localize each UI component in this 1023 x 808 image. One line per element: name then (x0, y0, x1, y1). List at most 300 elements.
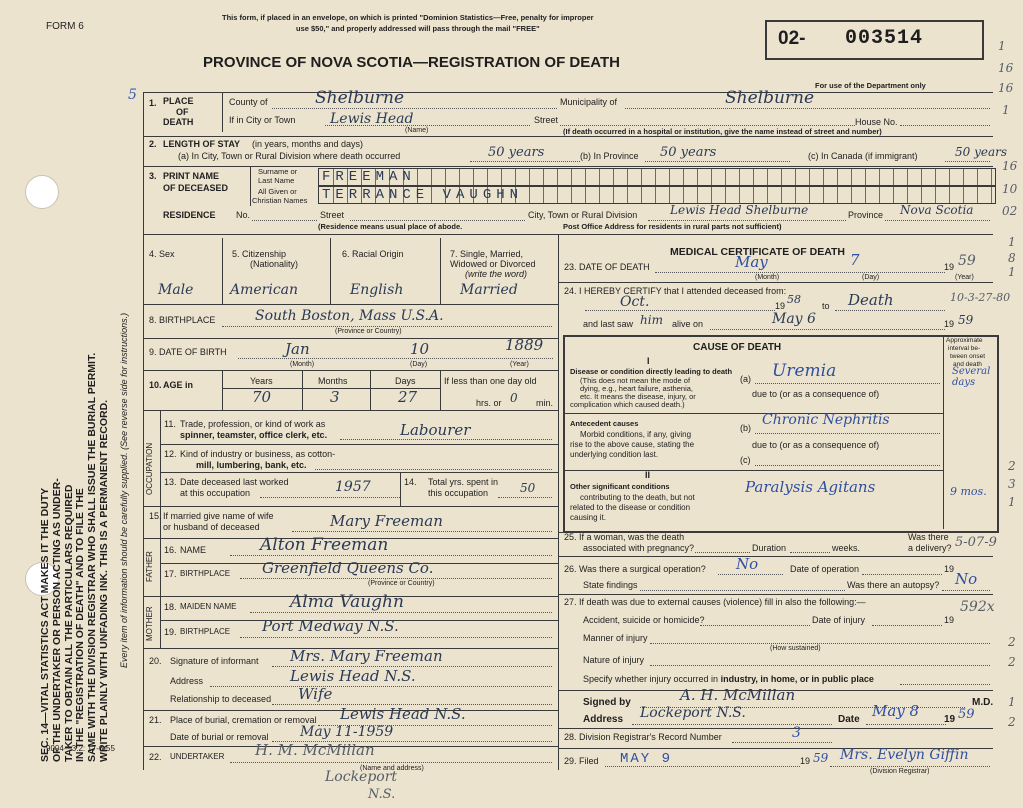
pregnancy-label-2: associated with pregnancy? (583, 543, 695, 553)
occupation-value: Labourer (400, 421, 471, 439)
q14-label: Total yrs. spent in (428, 477, 499, 487)
form-code: 9004—3.2: 17-6-55 (46, 744, 115, 753)
delivery-label: Was there (908, 532, 949, 542)
city-value: Lewis Head (330, 111, 414, 127)
residence-province-label: Province (848, 210, 884, 220)
punch-hole-top (25, 175, 59, 209)
pregnancy-label: 25. If a woman, was the death (564, 532, 685, 542)
city-label: If in City or Town (229, 115, 296, 125)
accident-label: Accident, suicide or homicide? (583, 615, 705, 625)
day-sublabel: (Day) (410, 361, 428, 368)
q15-number: 15. (149, 511, 162, 521)
q10-number: 10. (149, 380, 162, 390)
other-conditions-label: Other significant conditions (570, 482, 670, 491)
burial-date-label: Date of burial or removal (170, 732, 269, 742)
letter-cell (641, 187, 642, 203)
prov-country-sublabel: (Province or Country) (335, 328, 402, 335)
letter-cell (935, 169, 936, 185)
last-saw-year: 59 (958, 313, 974, 327)
year-sublabel: (Year) (955, 274, 974, 281)
residence-note: (Residence means usual place of abode. (318, 222, 463, 231)
county-value: Shelburne (315, 88, 405, 108)
autopsy-label: Was there an autopsy? (847, 580, 940, 590)
date-operation-label: Date of operation (790, 564, 860, 574)
undertaker-value: H. M. McMillan (255, 741, 375, 759)
q21-number: 21. (149, 715, 162, 725)
residence-street-label: Street (320, 210, 345, 220)
letter-cell (823, 187, 824, 203)
signed-year-value: 59 (958, 707, 975, 722)
birthplace-value: South Boston, Mass U.S.A. (255, 308, 444, 324)
mother-side-label: MOTHER (145, 606, 154, 641)
occupation-side-label: OCCUPATION (145, 442, 154, 495)
year-prefix: 19 (944, 615, 955, 625)
last-saw-date: May 6 (772, 311, 816, 327)
surgical-label: 26. Was there a surgical operation? (564, 564, 706, 574)
mother-maiden-label: MAIDEN NAME (180, 602, 237, 611)
relationship-value: Wife (298, 685, 333, 703)
racial-label: 6. Racial Origin (342, 249, 404, 259)
cause-b-label: (b) (740, 423, 751, 433)
letter-cell (529, 169, 530, 185)
letter-cell (879, 169, 880, 185)
age-years-value: 70 (252, 388, 272, 406)
letter-cell (949, 187, 950, 203)
letter-cell (641, 169, 642, 185)
letter-cell (907, 169, 908, 185)
age-label: AGE in (163, 380, 194, 390)
q12-label: Kind of industry or business, as cotton- (180, 449, 336, 459)
specify-label: Specify whether injury occurred in industry, in home, or in public place (583, 674, 874, 684)
letter-cell (781, 187, 782, 203)
racial-value: English (350, 282, 404, 298)
record-number-value: 3 (792, 725, 801, 741)
signer-address-label: Address (583, 714, 624, 725)
stay-province-value: 50 years (660, 145, 717, 160)
christian-label: Christian Names (252, 196, 308, 205)
antecedent-label: Antecedent causes (570, 419, 639, 428)
surgical-value: No (736, 555, 759, 573)
weeks-label: weeks. (832, 543, 861, 553)
letter-cell (935, 187, 936, 203)
letter-cell (907, 187, 908, 203)
due-to-label: due to (or as a consequence of) (752, 389, 880, 399)
cause-c-label: (c) (740, 455, 751, 465)
letter-cell (795, 169, 796, 185)
letter-cell (837, 187, 838, 203)
letter-cell (753, 187, 754, 203)
disease-note-3: etc. It means the disease, injury, or (580, 392, 696, 401)
q17-number: 17. (164, 569, 177, 579)
letter-cell (711, 187, 712, 203)
month-sublabel: (Month) (755, 274, 780, 281)
q18-number: 18. (164, 602, 177, 612)
name-sublabel: (Name) (405, 127, 429, 134)
month-sublabel: (Month) (290, 361, 315, 368)
envelope-notice-2: use $50," and properly addressed will pass through the mail "FREE" (296, 24, 540, 33)
death-margin-code: 10-3-27-80 (950, 291, 1011, 304)
surname-boxes (318, 168, 996, 186)
letter-cell (501, 169, 502, 185)
letter-cell (655, 187, 656, 203)
informant-address-label: Address (170, 676, 204, 686)
signed-date-label: Date (838, 714, 860, 725)
street-label: Street (534, 115, 559, 125)
dob-year-value: 1889 (505, 336, 544, 354)
antecedent-note-2: rise to the above cause, stating the (570, 440, 695, 449)
cause-a-value: Uremia (772, 361, 837, 381)
letter-cell (445, 169, 446, 185)
death-month-value: May (735, 253, 768, 271)
last-name-label: Last Name (258, 176, 295, 185)
form-label: FORM 6 (46, 21, 84, 32)
nationality-label: (Nationality) (250, 259, 299, 269)
letter-cell (459, 169, 460, 185)
surname-label: Surname or (258, 167, 298, 176)
margin-code: 2 (1008, 715, 1016, 729)
q14-number: 14. (404, 477, 417, 487)
cause-a-label: (a) (740, 374, 751, 384)
letter-cell (781, 169, 782, 185)
letter-cell (487, 169, 488, 185)
of-deceased-label: OF DECEASED (163, 183, 229, 193)
q14-label-2: this occupation (428, 488, 489, 498)
due-to-label-2: due to (or as a consequence of) (752, 440, 880, 450)
other-conditions-note-2: related to the disease or condition (570, 503, 691, 512)
q2-number: 2. (149, 139, 157, 149)
stay-city-value: 50 years (488, 145, 545, 160)
letter-cell (543, 169, 544, 185)
day-sublabel: (Day) (862, 274, 880, 281)
year-prefix: 19 (944, 714, 956, 725)
stay-c-label: (c) In Canada (if immigrant) (808, 151, 918, 161)
letter-cell (711, 169, 712, 185)
q1-number: 1. (149, 98, 157, 108)
alive-on-label: alive on (672, 319, 704, 329)
q19-number: 19. (164, 627, 177, 637)
birthplace-label: 8. BIRTHPLACE (149, 315, 216, 325)
q13-label-2: at this occupation (180, 488, 251, 498)
years-in-occupation-value: 50 (520, 481, 536, 495)
father-birthplace-value: Greenfield Queens Co. (262, 559, 434, 577)
place-of-label: OF (176, 107, 189, 117)
year-sublabel: (Year) (510, 361, 529, 368)
stay-units: (in years, months and days) (252, 139, 364, 149)
letter-cell (977, 169, 978, 185)
residence-label: RESIDENCE (163, 210, 216, 220)
prov-country-sublabel: (Province or Country) (368, 580, 435, 587)
margin-check: 5 (128, 87, 137, 103)
letter-cell (571, 187, 572, 203)
given-label: All Given or (258, 187, 297, 196)
q12-label-2: mill, lumbering, bank, etc. (196, 460, 307, 470)
other-conditions-note: contributing to the death, but not (580, 493, 695, 502)
age-days-value: 27 (398, 388, 418, 406)
letter-cell (683, 187, 684, 203)
letter-cell (697, 187, 698, 203)
q15-label: If married give name of wife (163, 511, 274, 521)
citizenship-value: American (230, 282, 299, 298)
date-of-death-label: 23. DATE OF DEATH (564, 262, 650, 272)
year-prefix: 19 (800, 756, 811, 766)
margin-code: 1 (1008, 265, 1016, 279)
death-year-value: 59 (958, 253, 976, 269)
letter-cell (991, 169, 992, 185)
filed-date-value: MAY 9 (620, 751, 673, 767)
q15-label-2: or husband of deceased (163, 522, 260, 532)
antecedent-note-3: underlying condition last. (570, 450, 659, 459)
residence-city-label: City, Town or Rural Division (528, 210, 638, 220)
year-prefix: 19 (944, 319, 955, 329)
min-label: min. (536, 398, 554, 408)
undertaker-province: N.S. (368, 787, 396, 802)
letter-cell (991, 187, 992, 203)
letter-cell (739, 187, 740, 203)
spouse-value: Mary Freeman (330, 512, 443, 530)
margin-code: 2 (1008, 655, 1016, 669)
envelope-notice: This form, if placed in an envelope, on which is printed "Dominion Statistics—Free, penalty for improper (222, 13, 594, 22)
letter-cell (865, 187, 866, 203)
letter-cell (921, 169, 922, 185)
letter-cell (571, 169, 572, 185)
letter-cell (683, 169, 684, 185)
letter-cell (655, 169, 656, 185)
cause-b-value: Chronic Nephritis (762, 412, 890, 428)
house-no-label: House No. (855, 117, 898, 127)
letter-cell (543, 187, 544, 203)
last-worked-value: 1957 (335, 479, 371, 495)
letter-cell (809, 169, 810, 185)
letter-cell (837, 169, 838, 185)
other-conditions-note-3: causing it. (570, 513, 607, 522)
mother-birthplace-label: BIRTHPLACE (180, 627, 231, 636)
part-two-label: II (645, 470, 651, 480)
letter-cell (865, 169, 866, 185)
stay-canada-value: 50 years (955, 145, 1008, 159)
signed-by-value: A. H. McMillan (680, 686, 796, 704)
record-number-label: 28. Division Registrar's Record Number (564, 732, 722, 742)
q12-number: 12. (164, 449, 177, 459)
department-use-note: For use of the Department only (815, 81, 926, 90)
disease-label: Disease or condition directly leading to death (570, 367, 733, 376)
form-title: PROVINCE OF NOVA SCOTIA—REGISTRATION OF DEATH (203, 54, 620, 71)
manner-label: Manner of injury (583, 633, 648, 643)
interval-a-value: Several days (952, 366, 991, 388)
signer-address-value: Lockeport N.S. (640, 705, 746, 721)
citizenship-label: 5. Citizenship (232, 249, 287, 259)
letter-cell (893, 169, 894, 185)
relationship-label: Relationship to deceased (170, 694, 272, 704)
margin-code: 16 (998, 61, 1014, 75)
letter-cell (795, 187, 796, 203)
print-name-label: PRINT NAME (163, 171, 219, 181)
approx-label-2: interval be- (948, 345, 981, 352)
filed-label: 29. Filed (564, 756, 599, 766)
burial-place-label: Place of burial, cremation or removal (170, 715, 317, 725)
letter-cell (879, 187, 880, 203)
margin-code: 1 (998, 39, 1006, 53)
residence-no-label: No. (236, 210, 251, 220)
given-value: TERRANCE VAUGHN (322, 187, 524, 203)
letter-cell (627, 187, 628, 203)
margin-code: 16 (998, 81, 1014, 95)
letter-cell (557, 169, 558, 185)
margin-code: 8 (1008, 251, 1016, 265)
nature-label: Nature of injury (583, 655, 645, 665)
side-instructions: SEC. 14—VITAL STATISTICS ACT MAKES IT THE DUTY OF THE UNDERTAKER OR PERSON ACTING AS UNDER- TAKER TO OBTAIN ALL THE PARTICULARS REQUIRED IN THE "REGISTRATION OF DEATH" AND TO FILE THE SAME WITH THE DIVISION REGISTRAR WHO SHALL ISSUE THE BURIAL PERMIT. WRITE PLAINLY WITH UNFADING INK. THIS IS A PERMANENT RECORD. (39, 352, 110, 762)
q11-label-2: spinner, teamster, office clerk, etc. (180, 430, 328, 440)
marital-label-3: (write the word) (465, 269, 528, 279)
margin-code: 3 (1008, 477, 1016, 491)
margin-code: 10 (1002, 182, 1018, 196)
informant-label: Signature of informant (170, 656, 259, 666)
place-label: PLACE (163, 96, 194, 106)
margin-code: 1 (1008, 495, 1016, 509)
q11-number: 11. (164, 419, 176, 429)
to-label: to (822, 301, 830, 311)
q13-label: Date deceased last worked (180, 477, 289, 487)
delivery-code: 5-07-9 (955, 535, 997, 550)
letter-cell (697, 169, 698, 185)
residence-note-2: Post Office Address for residents in rural parts not sufficient) (563, 222, 782, 231)
sex-value: Male (158, 282, 194, 298)
q13-number: 13. (164, 477, 177, 487)
margin-code: 02 (1002, 204, 1018, 218)
cause-of-death-title: CAUSE OF DEATH (693, 342, 782, 353)
marital-label-2: Widowed or Divorced (450, 259, 536, 269)
letter-cell (515, 169, 516, 185)
burial-date-value: May 11-1959 (300, 724, 394, 740)
letter-cell (585, 187, 586, 203)
letter-cell (585, 169, 586, 185)
father-birthplace-label: BIRTHPLACE (180, 569, 231, 578)
disease-note: (This does not mean the mode of (580, 376, 691, 385)
stay-a-label: (a) In City, Town or Rural Division where death occurred (178, 151, 401, 161)
letter-cell (627, 169, 628, 185)
stay-label: LENGTH OF STAY (163, 139, 241, 149)
margin-code: 2 (1008, 459, 1016, 473)
name-address-sublabel: (Name and address) (360, 765, 424, 772)
margin-code: 2 (1008, 635, 1016, 649)
letter-cell (725, 169, 726, 185)
disease-note-2: dying, e.g., heart failure, asthenia, (580, 384, 693, 393)
registrar-signature: Mrs. Evelyn Giffin (840, 747, 969, 763)
letter-cell (417, 169, 418, 185)
letter-cell (963, 187, 964, 203)
letter-cell (669, 187, 670, 203)
death-day-value: 7 (850, 251, 860, 269)
approx-label-4: and death (953, 361, 982, 368)
margin-code: 1 (1002, 103, 1010, 117)
division-registrar-sublabel: (Division Registrar) (870, 768, 930, 775)
letter-cell (767, 187, 768, 203)
letter-cell (599, 169, 600, 185)
years-label: Years (250, 376, 273, 386)
informant-value: Mrs. Mary Freeman (290, 647, 443, 665)
letter-cell (809, 187, 810, 203)
injury-code: 592x (960, 599, 995, 615)
age-months-value: 3 (330, 388, 340, 406)
municipality-value: Shelburne (725, 88, 815, 108)
letter-cell (921, 187, 922, 203)
year-prefix: 19 (944, 262, 955, 272)
md-label: M.D. (972, 697, 994, 708)
letter-cell (613, 187, 614, 203)
signed-date-value: May 8 (872, 702, 920, 720)
hrs-label: hrs. or (476, 398, 502, 408)
letter-cell (851, 169, 852, 185)
state-findings-label: State findings (583, 580, 638, 590)
attended-label: 24. I HEREBY CERTIFY that I attended deceased from: (564, 286, 787, 296)
dob-day-value: 10 (410, 340, 430, 358)
external-causes-label: 27. If death was due to external causes (violence) fill in also the following:— (564, 597, 866, 607)
side-note: Every item of information should be carefully supplied. (See reverse side for instructions.) (119, 312, 129, 668)
age-min-value: 0 (510, 391, 518, 405)
letter-cell (823, 169, 824, 185)
days-label: Days (395, 376, 416, 386)
letter-cell (725, 187, 726, 203)
residence-province-value: Nova Scotia (900, 203, 974, 217)
letter-cell (431, 169, 432, 185)
margin-code: 1 (1008, 235, 1016, 249)
part-one-label: I (647, 356, 650, 366)
q11-label: Trade, profession, or kind of work as (180, 419, 326, 429)
father-name-value: Alton Freeman (260, 535, 389, 555)
attended-from-year: 58 (787, 293, 801, 306)
letter-cell (767, 169, 768, 185)
antecedent-note: Morbid conditions, if any, giving (580, 430, 692, 439)
filed-year-value: 59 (813, 751, 829, 765)
county-label: County of (229, 97, 268, 107)
sex-label: 4. Sex (149, 249, 175, 259)
medical-certificate-title: MEDICAL CERTIFICATE OF DEATH (670, 246, 845, 258)
less-one-day-label: If less than one day old (444, 376, 537, 386)
last-saw-pronoun: him (640, 313, 663, 327)
letter-cell (851, 187, 852, 203)
autopsy-value: No (955, 570, 978, 588)
approx-label-3: tween onset (950, 353, 986, 360)
letter-cell (893, 187, 894, 203)
months-label: Months (318, 376, 348, 386)
letter-cell (613, 169, 614, 185)
q3-number: 3. (149, 171, 157, 181)
municipality-label: Municipality of (560, 97, 618, 107)
q16-number: 16. (164, 545, 177, 555)
hospital-note: (If death occurred in a hospital or institution, give the name instead of street and number) (563, 127, 882, 136)
undertaker-city: Lockeport (325, 769, 398, 785)
stay-b-label: (b) In Province (580, 151, 639, 161)
other-conditions-value: Paralysis Agitans (745, 478, 876, 496)
dob-label: 9. DATE OF BIRTH (149, 347, 227, 357)
undertaker-label: UNDERTAKER (170, 752, 225, 761)
date-injury-label: Date of injury (812, 615, 866, 625)
how-sustained-sublabel: (How sustained) (770, 645, 821, 652)
father-name-label: NAME (180, 545, 207, 555)
year-prefix: 19 (775, 301, 786, 311)
duration-label: Duration (752, 543, 787, 553)
letter-cell (473, 169, 474, 185)
disease-note-4: complication which caused death.) (570, 400, 685, 409)
mother-birthplace-value: Port Medway N.S. (262, 617, 399, 635)
dob-month-value: Jan (285, 340, 310, 358)
letter-cell (557, 187, 558, 203)
registration-number: 003514 (845, 27, 924, 50)
delivery-label-2: a delivery? (908, 543, 952, 553)
attended-to-value: Death (848, 291, 894, 309)
letter-cell (599, 187, 600, 203)
letter-cell (739, 169, 740, 185)
informant-address-value: Lewis Head N.S. (290, 667, 416, 685)
